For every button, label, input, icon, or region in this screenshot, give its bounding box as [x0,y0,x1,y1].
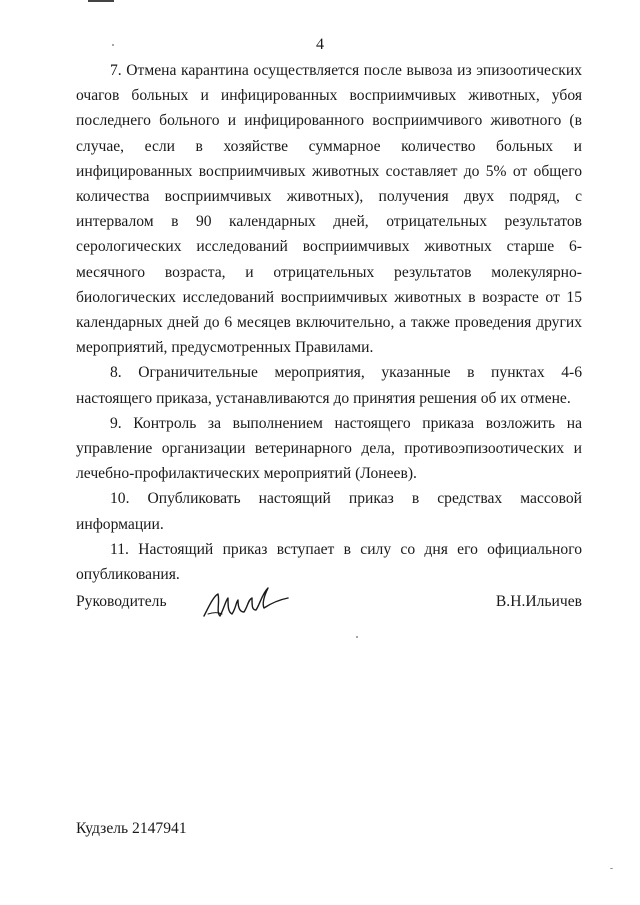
handwritten-signature [198,578,290,624]
scan-speck [112,44,114,46]
paragraph-8: 8. Ограничительные мероприятия, указанные в пунктах 4-6 настоящего приказа, устанавливаются до принятия решения об их отмене. [76,364,582,407]
paragraph-9: 9. Контроль за выполнением настоящего приказа возложить на управление организации ветеринарного дела, противоэпизоотических и лечебно-профилактических мероприятий (Лонеев). [76,414,582,483]
page-number: 4 [316,36,324,53]
signature-block [76,578,582,628]
signatory-position: Руководитель [76,593,167,610]
executor-reference: Кудзель 2147941 [76,820,187,837]
scan-speck [356,636,358,638]
scan-edge-mark [88,0,114,2]
paragraph-10: 10. Опубликовать настоящий приказ в средствах массовой информации. [76,490,582,533]
signatory-name: В.Н.Ильичев [495,593,582,610]
scan-speck [610,868,613,869]
document-body [76,58,582,587]
paragraph-7: 7. Отмена карантина осуществляется после вывоза из эпизоотических очагов больных и инфицированных восприимчивых животных, убоя последнего больного и инфицированного восприимчивого животного (в случае, если в хозяйстве суммарное количество больных и инфицированных восприимчивых животных составляет до 5% от общего количества восприимчивых животных), получения двух подряд, с интервалом в 90 календарных дней, отрицательных результатов серологических исследований восприимчивых животных старше 6-месячного возраста, и отрицательных результатов молекулярно-биологических исследований восприимчивых животных в возрасте от 15 календарных дней до 6 месяцев включительно, а также проведения других мероприятий, предусмотренных Правилами. [76,62,582,357]
paragraph-11: 11. Настоящий приказ вступает в силу со дня его официального опубликования. [76,540,582,584]
